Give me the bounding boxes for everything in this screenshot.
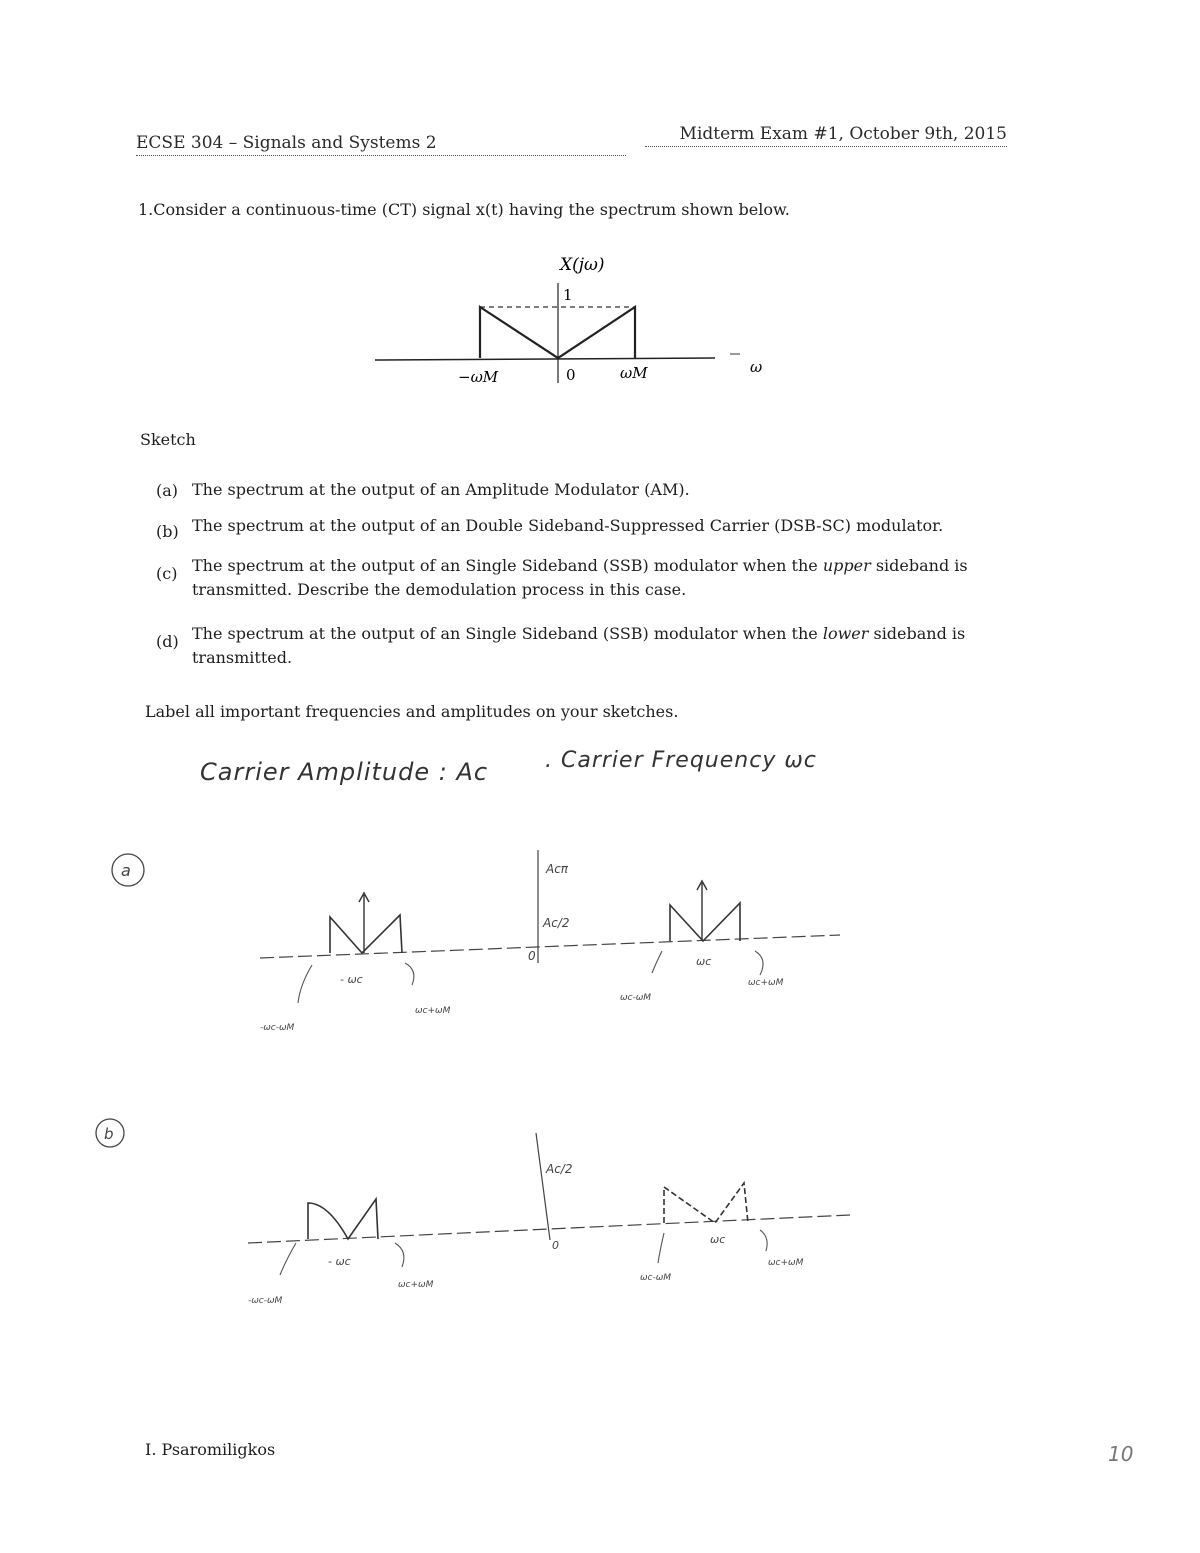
exam-title: Midterm Exam #1, October 9th, 2015 <box>645 124 1007 147</box>
part-a-text: The spectrum at the output of an Amplitude Modulator (AM). <box>192 480 690 499</box>
sketch-a-amp-mid: Ac/2 <box>543 916 570 930</box>
figure-axis-label: ω <box>750 358 763 376</box>
sketch-a-label: a <box>121 861 131 880</box>
figure-amp-label: 1 <box>563 286 573 304</box>
sketch-b-neg-wc: - ωc <box>328 1255 351 1268</box>
part-d-text-a: The spectrum at the output of an Single Sideband (SSB) modulator when the <box>192 624 823 643</box>
part-c-text-b: sideband is transmitted. Describe the demodulation process in this case. <box>192 556 968 599</box>
sketch-b <box>80 1115 870 1315</box>
question-intro: 1.Consider a continuous-time (CT) signal x(t) having the spectrum shown below. <box>138 200 790 219</box>
sketch-a-l-inner: ωc+ωM <box>415 1006 451 1016</box>
figure-right-tick: ωM <box>620 364 648 382</box>
footer-author: I. Psaromiligkos <box>145 1440 276 1459</box>
sketch-a-right-bracket-2 <box>755 951 763 975</box>
sketch-b-right-bracket <box>658 1233 664 1263</box>
sketch-b-l-inner: ωc+ωM <box>398 1280 434 1290</box>
page-mark: 10 <box>1108 1442 1134 1466</box>
sketch-a-pos-wc: ωc <box>696 955 712 968</box>
sketch-b-zero: 0 <box>552 1239 559 1252</box>
handwritten-carrier-amplitude: Carrier Amplitude : Ac <box>200 758 489 786</box>
part-c-text-a: The spectrum at the output of an Single Sideband (SSB) modulator when the <box>192 556 823 575</box>
part-c-text <box>192 554 1018 602</box>
part-c-emph: upper <box>822 556 871 575</box>
sketch-a-axis <box>260 935 840 958</box>
sketch-b-label: b <box>104 1125 114 1143</box>
sketch-b-left-bracket <box>280 1243 296 1275</box>
figure-horizontal-axis <box>375 358 715 360</box>
part-b-label: (b) <box>156 522 179 541</box>
part-d-text <box>192 622 1018 670</box>
sketch-b-right-bracket-2 <box>760 1230 767 1251</box>
sketch-a-r-inner: ωc-ωM <box>620 993 652 1003</box>
sketch-b-r-outer: ωc+ωM <box>768 1258 804 1268</box>
sketch-b-left-bracket-2 <box>395 1243 404 1267</box>
sketch-b-vertical-axis <box>536 1133 550 1240</box>
sketch-a-r-outer: ωc+ωM <box>748 978 784 988</box>
handwritten-carrier-frequency: . Carrier Frequency ωc <box>545 748 817 773</box>
figure-title: X(jω) <box>560 255 605 275</box>
figure-left-tick: −ωM <box>458 368 499 386</box>
part-d-text-b: sideband is transmitted. <box>192 624 966 667</box>
sketch-a-amp-top: Acπ <box>546 862 569 876</box>
sketch-a-right-bracket <box>652 951 662 973</box>
sketch-b-r-inner: ωc-ωM <box>640 1273 672 1283</box>
sketch-a-neg-wc: - ωc <box>340 973 363 986</box>
course-title: ECSE 304 – Signals and Systems 2 <box>136 133 626 156</box>
sketch-a <box>100 845 860 1045</box>
figure-zero-tick: 0 <box>566 366 576 384</box>
part-b-text: The spectrum at the output of an Double Sideband-Suppressed Carrier (DSB-SC) modulator. <box>192 516 944 535</box>
part-d-emph: lower <box>822 624 869 643</box>
sketch-a-left-bracket <box>298 965 312 1003</box>
sketch-b-l-outer: -ωc-ωM <box>248 1296 283 1306</box>
part-d-label: (d) <box>156 632 179 651</box>
part-a-label: (a) <box>156 481 179 500</box>
given-spectrum-figure <box>370 250 790 400</box>
sketch-a-zero: 0 <box>528 949 536 963</box>
sketch-a-left-bracket-2 <box>405 963 414 985</box>
sketch-a-right-replica <box>670 903 740 941</box>
sketch-a-l-outer: -ωc-ωM <box>260 1023 295 1033</box>
sketch-b-right-replica <box>664 1183 748 1223</box>
sketch-b-left-replica <box>308 1199 378 1239</box>
part-c-label: (c) <box>156 564 178 583</box>
sketch-a-left-replica <box>330 915 402 953</box>
sketch-label: Sketch <box>140 430 196 449</box>
instruction-text: Label all important frequencies and amplitudes on your sketches. <box>145 702 679 721</box>
sketch-b-pos-wc: ωc <box>710 1233 726 1246</box>
sketch-b-amp: Ac/2 <box>546 1162 573 1176</box>
